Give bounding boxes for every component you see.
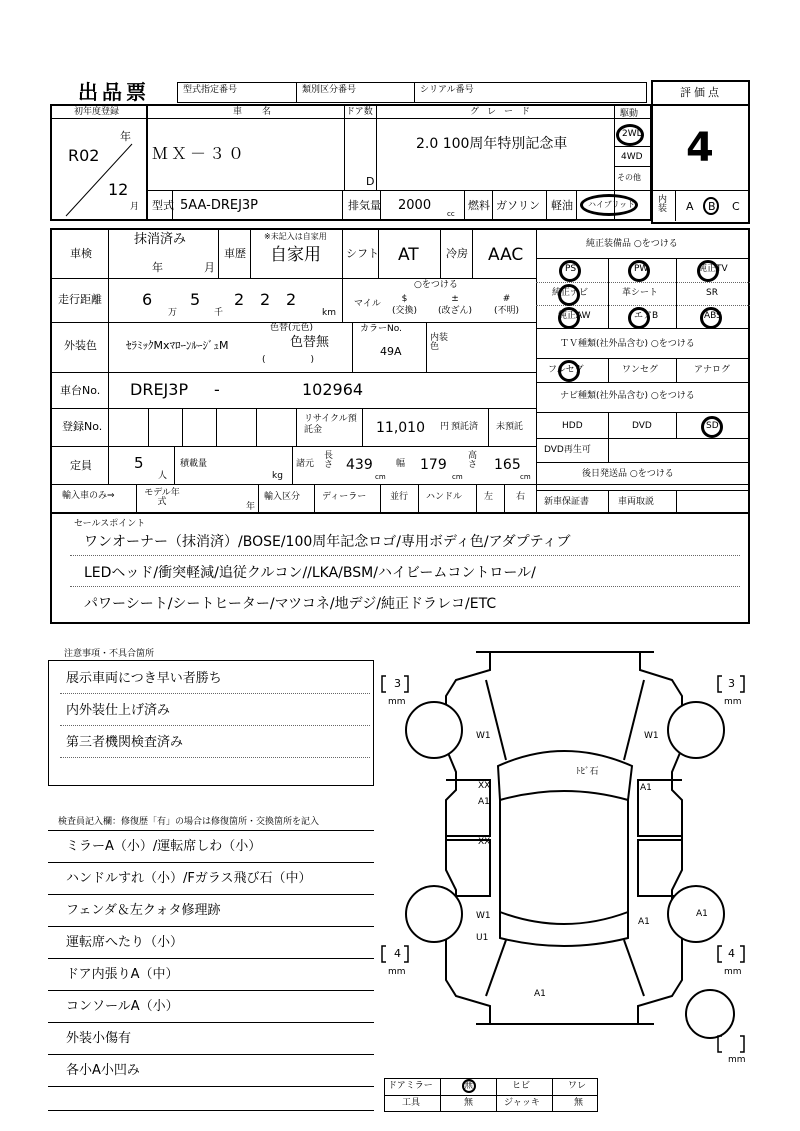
recycle-unpaid: 未預託 xyxy=(496,422,524,432)
inspector-line: フェンダ＆左クォタ修理跡 xyxy=(66,903,221,918)
month-unit: 月 xyxy=(130,202,140,212)
tread-fr: 3 xyxy=(728,677,735,690)
reg-no-label: 登録No. xyxy=(62,420,103,433)
capacity-label: 定員 xyxy=(70,459,92,472)
inspector-line: ハンドルすれ（小）/Fガラス飛び石（中） xyxy=(66,871,312,886)
width-value: 179 xyxy=(420,457,447,473)
diagram-mark: A1 xyxy=(478,797,490,807)
inspector-line: 運転席へたり（小） xyxy=(66,935,184,950)
score-value: 4 xyxy=(686,125,714,171)
grade-value: 2.0 100周年特別記念車 xyxy=(416,136,568,152)
drive-label: 駆動 xyxy=(620,109,639,119)
capacity-unit: 人 xyxy=(158,471,168,481)
tread-rr: 4 xyxy=(728,947,735,960)
grade-label: グレード xyxy=(470,107,539,117)
tread-rl-unit: mm xyxy=(388,967,406,977)
tv-analog: アナログ xyxy=(694,365,731,375)
car-name-label: 車名 xyxy=(233,107,292,117)
navi-title: ナビ種類(社外品含む) ○をつける xyxy=(560,391,695,401)
sales-point-line: LEDヘッド/衝突軽減/追従クルコン//LKA/BSM/ハイビームコントロール/ xyxy=(84,565,536,581)
serial-number-label: シリアル番号 xyxy=(420,85,474,95)
color-no-label: カラーNo. xyxy=(360,324,402,334)
tv-fullseg: フルセグ xyxy=(548,365,584,375)
tread-fr-unit: mm xyxy=(724,697,742,707)
equip-airbag: エアB xyxy=(634,311,659,321)
note-line: 内外装仕上げ済み xyxy=(66,703,171,718)
history-value: 自家用 xyxy=(270,245,321,265)
model-number-label: 型式指定番号 xyxy=(183,85,238,95)
handle-right: 右 xyxy=(516,492,526,502)
note-line: 第三者機関検査済み xyxy=(66,735,184,750)
note-line: 展示車両につき早い者勝ち xyxy=(66,671,222,686)
jack-value: 無 xyxy=(574,1098,584,1108)
mileage-digit: 6 xyxy=(142,290,153,309)
model-label: 型式 xyxy=(152,199,174,212)
displacement-label: 排気量 xyxy=(348,199,381,212)
chassis-label: 車台No. xyxy=(60,384,101,397)
int-color-label: 内装色 xyxy=(430,333,449,352)
mileage-digit: 2 xyxy=(234,290,245,309)
length-value: 439 xyxy=(346,457,373,473)
shaken-year-unit: 年 xyxy=(152,261,163,274)
model-year-label: モデル年式 xyxy=(144,488,180,507)
crack-label: ヒビ xyxy=(512,1081,531,1091)
inspector-line: コンソールA（小） xyxy=(66,999,179,1014)
handle-left: 左 xyxy=(484,492,494,502)
handle-label: ハンドル xyxy=(426,492,463,502)
equip-tv: 純正TV xyxy=(698,264,728,274)
tread-spare-unit: mm xyxy=(728,1055,746,1065)
height-unit: cm xyxy=(520,473,531,481)
interior-b: B xyxy=(708,200,716,213)
mileage-digit: 2 xyxy=(260,290,271,309)
equip-ps-circle xyxy=(559,260,581,282)
door-mirror-label: ドアミラー xyxy=(388,1081,433,1091)
height-value: 165 xyxy=(494,457,521,473)
inspector-line: ドア内張りA（中） xyxy=(66,967,179,982)
drive-2wd-circle xyxy=(616,124,644,146)
shaken-value: 抹消済み xyxy=(134,232,187,247)
ac-value: AAC xyxy=(488,245,524,265)
mileage-digits xyxy=(108,284,338,318)
sales-points-label: セールスポイント xyxy=(74,519,146,529)
mileage-digit: 5 xyxy=(190,290,201,309)
diagram-mark: W1 xyxy=(476,731,491,741)
equip-aw-circle xyxy=(558,307,580,329)
exterior-value: ｾﾗﾐｯｸMxﾏﾛｰﾝﾙｰｼﾞｭM xyxy=(126,339,229,352)
sales-point-line: パワーシート/シートヒーター/マツコネ/地デジ/純正ドラレコ/ETC xyxy=(84,596,497,612)
drive-2wd: 2WD xyxy=(622,129,644,139)
equip-abs: ABS xyxy=(704,311,722,321)
model-year-unit: 年 xyxy=(246,502,256,512)
recycle-value: 11,010 xyxy=(376,420,425,436)
width-unit: cm xyxy=(452,473,463,481)
chassis-prefix: DREJ3P xyxy=(130,380,189,399)
equip-navi-circle xyxy=(558,284,580,306)
jack-label: ジャッキ xyxy=(504,1098,540,1108)
first-reg-slash xyxy=(60,140,140,220)
import-label: 輸入車のみ⇒ xyxy=(62,491,115,501)
equip-airbag-circle xyxy=(628,307,650,329)
later-title: 後日発送品 ○をつける xyxy=(582,469,674,479)
fuel-light-oil: 軽油 xyxy=(551,199,573,212)
man-unit: 万 xyxy=(168,308,178,318)
year-unit: 年 xyxy=(120,130,131,143)
inspector-line: ミラーA（小）/運転席しわ（小） xyxy=(66,839,262,854)
later-warranty: 新車保証書 xyxy=(544,497,590,507)
equip-pw: PW xyxy=(634,264,649,274)
door-mirror-value: 無 xyxy=(464,1081,474,1091)
drive-4wd: 4WD xyxy=(621,152,643,162)
recycle-label: リサイクル預託金 xyxy=(304,414,357,435)
shaken-month-unit: 月 xyxy=(204,261,215,274)
recycle-paid: 預託済 xyxy=(451,422,479,432)
exterior-label: 外装色 xyxy=(64,339,97,352)
length-label: 長さ xyxy=(324,451,334,470)
navi-sd: SD xyxy=(706,421,719,431)
fuel-hybrid-circle xyxy=(580,194,638,216)
mileage-unit-tampered: ± (改ざん) xyxy=(438,294,473,316)
tv-oneseg: ワンセグ xyxy=(622,365,659,375)
diagram-mark: A1 xyxy=(696,909,708,919)
diagram-mark: A1 xyxy=(640,783,652,793)
height-label: 高さ xyxy=(468,451,478,470)
equip-ps: PS xyxy=(565,264,577,274)
sen-unit: 千 xyxy=(214,308,224,318)
navi-hdd: HDD xyxy=(562,421,583,431)
shift-label: シフト xyxy=(346,247,379,260)
tread-fl: 3 xyxy=(394,677,401,690)
equip-aw: 純正AW xyxy=(558,311,591,321)
repaint-label: 色替(元色) xyxy=(270,323,314,333)
drive-other: その他 xyxy=(617,173,641,182)
diagram-mark: A1 xyxy=(638,917,650,927)
km-unit: km xyxy=(322,308,336,318)
sales-point-line: ワンオーナー（抹消済）/BOSE/100周年記念ロゴ/専用ボディ色/アダプティブ xyxy=(84,534,571,550)
mileage-circle-note: ○をつける xyxy=(414,280,458,290)
fuel-gasoline: ガソリン xyxy=(496,199,540,212)
header-id-strip xyxy=(177,82,647,103)
tread-rl: 4 xyxy=(394,947,401,960)
car-name: ＭＸ－３０ xyxy=(152,144,248,163)
mileage-digit: 2 xyxy=(286,290,297,309)
tools-label: 工具 xyxy=(402,1098,421,1108)
dvd-label: DVD再生可 xyxy=(544,445,591,455)
navi-sd-circle xyxy=(701,416,723,438)
first-reg-year: R02 xyxy=(68,146,100,165)
tread-fl-unit: mm xyxy=(388,697,406,707)
interior-c: C xyxy=(732,200,740,213)
import-dealer: ディーラー xyxy=(322,492,367,502)
equip-sr: SR xyxy=(706,288,718,298)
equip-leather: 革シート xyxy=(622,288,659,298)
tv-title: ＴＶ種類(社外品含む) ○をつける xyxy=(560,339,695,349)
ac-label: 冷房 xyxy=(446,247,468,260)
length-unit: cm xyxy=(375,473,386,481)
load-unit: kg xyxy=(272,471,283,481)
later-manual: 車両取説 xyxy=(618,497,655,507)
door-mirror-circle xyxy=(462,1079,476,1093)
diagram-mark: U1 xyxy=(476,933,489,943)
load-label: 積載量 xyxy=(180,459,208,469)
tread-rr-unit: mm xyxy=(724,967,742,977)
first-reg-label: 初年度登録 xyxy=(74,107,120,117)
repaint-value: 色替無 xyxy=(290,335,330,350)
tv-fullseg-circle xyxy=(558,360,580,382)
diagram-mark: XX xyxy=(478,781,491,791)
doors-label: ドア数 xyxy=(346,107,373,117)
first-reg-month: 12 xyxy=(108,180,129,199)
inspector-line: 各小A小凹み xyxy=(66,1063,140,1078)
shaken-label: 車検 xyxy=(70,247,92,260)
equip-pw-circle xyxy=(628,260,650,282)
equip-tv-circle xyxy=(697,260,719,282)
mileage-unit-exchanged: $ (交換) xyxy=(392,294,418,316)
diagram-mark: ﾄﾋﾞ石 xyxy=(576,767,599,777)
broken-label: ワレ xyxy=(568,1081,587,1091)
inspector-label: 検査員記入欄：修復歴「有」の場合は修復箇所・交換箇所を記入 xyxy=(58,817,320,827)
diagram-mark: W1 xyxy=(476,911,491,921)
import-class-label: 輸入区分 xyxy=(264,492,301,502)
dims-label: 諸元 xyxy=(296,459,315,469)
displacement-value: 2000 xyxy=(398,198,432,213)
fuel-hybrid: ハイブリッド xyxy=(588,200,636,209)
mileage-unit-unknown: # (不明) xyxy=(494,294,520,316)
form-title: 出品票 xyxy=(78,80,150,104)
door-type: D xyxy=(366,175,375,188)
notes-label: 注意事項・不具合箇所 xyxy=(64,649,155,659)
tools-value: 無 xyxy=(464,1098,474,1108)
capacity-value: 5 xyxy=(134,454,144,472)
mileage-label: 走行距離 xyxy=(58,293,102,306)
import-parallel: 並行 xyxy=(390,492,409,502)
car-diagram xyxy=(376,640,756,1080)
chassis-dash: - xyxy=(214,380,220,399)
interior-a: A xyxy=(686,200,694,213)
cc-unit: cc xyxy=(447,210,455,218)
interior-label: 内装 xyxy=(658,195,668,214)
diagram-mark: A1 xyxy=(534,989,546,999)
chassis-number: 102964 xyxy=(302,380,364,399)
equip-abs-circle xyxy=(700,307,722,329)
width-label: 幅 xyxy=(396,459,406,469)
repaint-paren: ( ) xyxy=(262,355,315,365)
score-label: 評価点 xyxy=(680,86,722,99)
inspector-line: 外装小傷有 xyxy=(66,1031,132,1046)
shift-value: AT xyxy=(398,245,419,265)
equip-navi: 純正ナビ xyxy=(552,288,589,298)
fuel-label: 燃料 xyxy=(468,199,490,212)
equipment-title: 純正装備品 ○をつける xyxy=(586,239,678,249)
interior-b-circle xyxy=(703,197,719,215)
diagram-mark: W1 xyxy=(644,731,659,741)
diagram-mark: XX xyxy=(478,837,491,847)
category-number-label: 類別区分番号 xyxy=(302,85,357,95)
history-note: ※未記入は自家用 xyxy=(264,232,327,241)
history-label: 車歴 xyxy=(224,247,246,260)
navi-dvd: DVD xyxy=(632,421,652,431)
model-value: 5AA-DREJ3P xyxy=(180,198,259,213)
color-no-value: 49A xyxy=(380,345,402,358)
recycle-unit: 円 xyxy=(440,422,450,432)
mileage-unit-mile: マイル xyxy=(354,299,381,309)
